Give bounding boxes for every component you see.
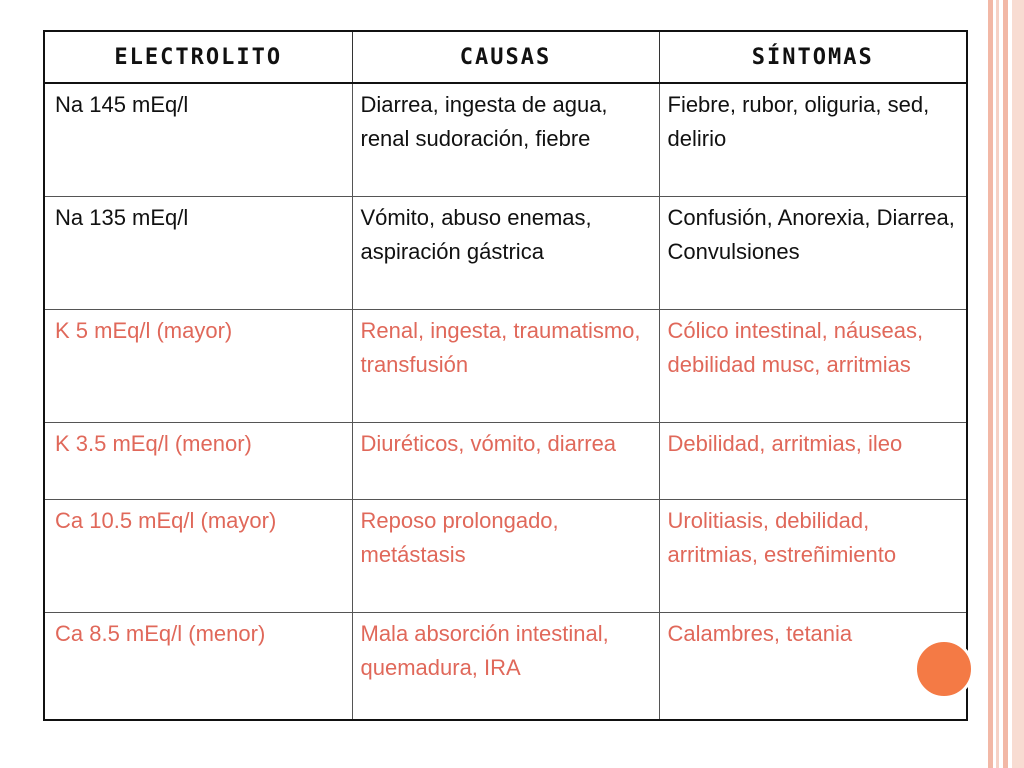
decorative-stripe <box>1003 0 1008 768</box>
table-row <box>44 83 967 197</box>
header-sintomas: SÍNTOMAS <box>659 31 967 83</box>
electrolyte-table <box>43 30 968 721</box>
table-row <box>44 423 967 500</box>
cell-causas: Mala absorción intestinal, quemadura, IRA <box>352 613 659 721</box>
table-row <box>44 500 967 613</box>
table-row <box>44 310 967 423</box>
cell-causas: Diarrea, ingesta de agua, renal sudoración, fiebre <box>352 83 659 197</box>
cell-causas: Renal, ingesta, traumatismo, transfusión <box>352 310 659 423</box>
header-causas: CAUSAS <box>352 31 659 83</box>
table-row <box>44 613 967 721</box>
cell-electrolito: K 5 mEq/l (mayor) <box>44 310 352 423</box>
cell-electrolito: Na 145 mEq/l <box>44 83 352 197</box>
header-row <box>44 31 967 83</box>
cell-causas: Diuréticos, vómito, diarrea <box>352 423 659 500</box>
cell-sintomas: Urolitiasis, debilidad, arritmias, estreñimiento <box>659 500 967 613</box>
cell-sintomas: Cólico intestinal, náuseas, debilidad musc, arritmias <box>659 310 967 423</box>
decorative-stripe <box>1012 0 1024 768</box>
table-row <box>44 197 967 310</box>
cell-causas: Reposo prolongado, metástasis <box>352 500 659 613</box>
decorative-stripe <box>996 0 999 768</box>
cell-sintomas: Calambres, tetania <box>659 613 967 721</box>
header-electrolito: ELECTROLITO <box>44 31 352 83</box>
cell-sintomas: Debilidad, arritmias, ileo <box>659 423 967 500</box>
decorative-circle <box>914 639 974 699</box>
decorative-stripe <box>988 0 993 768</box>
cell-causas: Vómito, abuso enemas, aspiración gástrica <box>352 197 659 310</box>
cell-sintomas: Confusión, Anorexia, Diarrea, Convulsiones <box>659 197 967 310</box>
cell-sintomas: Fiebre, rubor, oliguria, sed, delirio <box>659 83 967 197</box>
cell-electrolito: Ca 8.5 mEq/l (menor) <box>44 613 352 721</box>
cell-electrolito: K 3.5 mEq/l (menor) <box>44 423 352 500</box>
cell-electrolito: Na 135 mEq/l <box>44 197 352 310</box>
cell-electrolito: Ca 10.5 mEq/l (mayor) <box>44 500 352 613</box>
